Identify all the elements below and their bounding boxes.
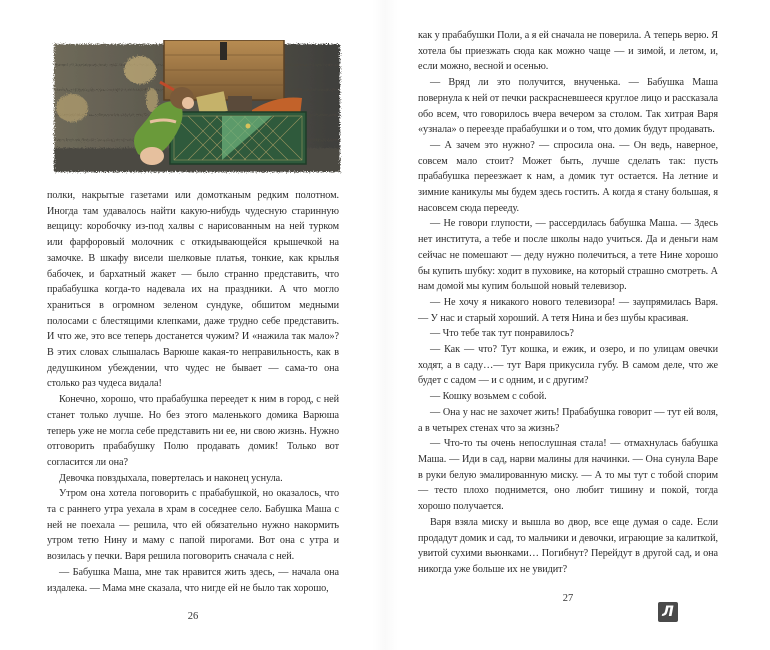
chest-illustration (52, 40, 342, 174)
page-number-right: 27 (562, 592, 574, 604)
paragraph: Варя взяла миску и вышла во двор, все еще думая о саде. Если продадут домик и сад, то мальчики и девочки, играющие за калиткой, увитой сухими вьюнками… Погибнут? Перейдут в другой сад, и она никогда уже больше их не увидит? (418, 516, 718, 575)
paragraph: — Не хочу я никакого нового телевизора! — заупрямилась Варя. — У нас и старый хороший. А тетя Нина и без шубы красивая. (418, 296, 718, 324)
left-page-text (47, 188, 339, 596)
right-page-text (418, 28, 718, 578)
page-number-left: 26 (187, 611, 199, 623)
right-page (385, 0, 770, 650)
publisher-logo-icon: Л (658, 602, 678, 622)
right-page-footer (418, 592, 718, 622)
paragraph: Девочка повздыхала, повертелась и наконец уснула. (59, 472, 283, 484)
paragraph: — А зачем это нужно? — спросила она. — Он ведь, наверное, совсем мало стоит? Может быть, лучше сделать так: пусть прабабушка переезжает к нам, а домик тут остается. На летние и зимние каникулы мы будем здесь гостить. А когда я стану большая, я насовсем сюда перееду. (418, 139, 718, 214)
paragraph: — Не говори глупости, — рассердилась бабушка Маша. — Здесь нет института, а тебе и после школы надо учиться. Да и деньги нам сейчас не помешают — деду нужно полечиться, а тете Нине хорошо бы купить шубку: ходит в пуховике, на который страшно смотреть. А нам домой мы купим большой новый телевизор. (418, 218, 718, 293)
paragraph: — Вряд ли это получится, внученька. — Бабушка Маша повернула к ней от печки раскрасневшееся круглое лицо и рассказала обо всем, что говорилось вчера вечером за столом. Так хитрая Варя «узнала» о переезде прабабушки и о том, что домик будут продавать. (418, 77, 718, 136)
paragraph: полки, накрытые газетами или домотканым редким полотном. Иногда там удавалось найти какую-нибудь чудесную старинную вещицу: коробочку из-под халвы с нарисованным на ней турком или фарфоровый молочник с откидывающейся крышечкой на замочке. В шкафу висели шелковые платья, тонкие, как крылья бабочек, и бархатный жакет — было странно представить, что прабабушка когда-то надевала их на праздники. А что могло храниться в огромном зеленом сундуке, обшитом медными полосами с блестящими клепками, даже трудно себе представить. И что же, это все теперь достанется чужим? И «нажила так мало»? В этих словах слышалась Варюше какая-то неправильность, как в дедушкином убеждении, что чудес не бывает — сама-то она столько раз чудеса видала! (47, 190, 339, 390)
left-page-footer (47, 610, 339, 640)
paragraph: — Она у нас не захочет жить! Прабабушка говорит — тут ей воля, а в четырех стенах что за жизнь? (418, 406, 718, 434)
paragraph: — Что-то ты очень непослушная стала! — отмахнулась бабушка Маша. — Иди в сад, нарви малины для начинки. — Она сунула Варе в руки белую эмалированную миску. — А то мы тут с тобой спорим — тесто плохо поднимется, оно любит тишину и покой, тогда хорошо получается. (418, 438, 718, 513)
paragraph: как у прабабушки Поли, а я ей сначала не поверила. А теперь верю. Я хотела бы приезжать сюда как можно чаще — и зимой, и летом, и, если можно, весной и осенью. (418, 30, 718, 73)
paragraph: Утром она хотела поговорить с прабабушкой, но оказалось, что та с раннего утра уехала в храм в соседнее село. Бабушка Маша с ней не поехала — решила, что ей обязательно нужно накормить утром тетю Нину и маму с папой пирогами. Вот она с утра и возилась у печки. Варя решила поговорить сначала с ней. (47, 488, 339, 563)
paragraph: — Кошку возьмем с собой. (430, 391, 547, 403)
paragraph: — Бабушка Маша, мне так нравится жить здесь, — начала она издалека. — Мама мне сказала, что нигде ей не было так хорошо, (47, 566, 339, 594)
paragraph: — Как — что? Тут кошка, и ежик, и озеро, и по улицам овечки ходят, а в саду…— тут Варя прикусила губу. В самом деле, что же будет с садом — и с одним, и с другим? (418, 344, 718, 387)
paragraph: Конечно, хорошо, что прабабушка переедет к ним в город, с ней станет только лучше. Но без этого маленького домика Варюша теперь уже не могла себе представить ни ее, ни свою жизнь. Нужно отговорить прабабушку Полю продавать домик! Только вот согласится ли она? (47, 394, 339, 468)
illustration-image (52, 40, 342, 174)
paragraph: — Что тебе так тут понравилось? (430, 328, 574, 340)
